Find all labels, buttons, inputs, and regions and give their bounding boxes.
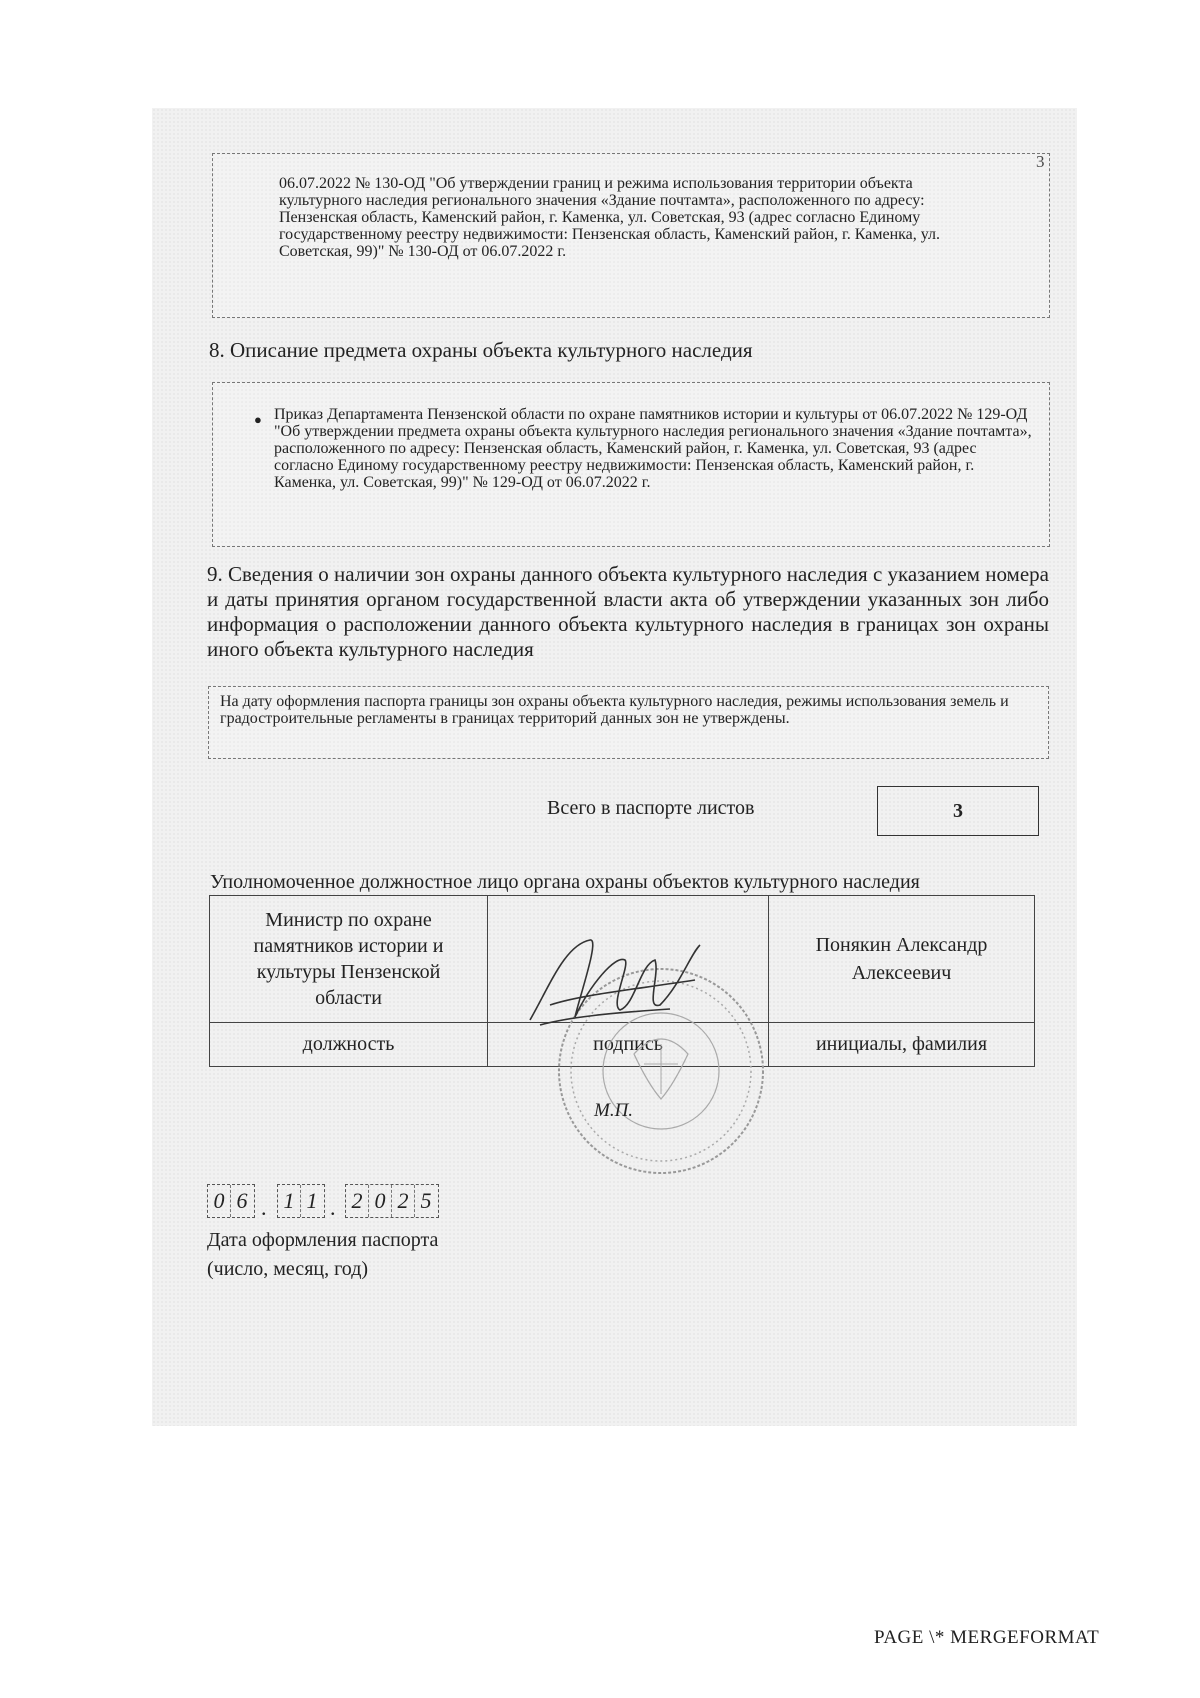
date-day-digit: 6 [236, 1188, 248, 1213]
section9-heading: 9. Сведения о наличии зон охраны данного объекта культурного наследия с указанием номера и даты принятия органом государственной власти акта об утверждении указанных зон либо информация о расположении данного объекта культурного наследия в границах зон охраны иного объекта культурного наследия [207, 562, 1049, 661]
date-separator: . [261, 1195, 267, 1220]
date-format-hint: (число, месяц, год) [207, 1258, 369, 1280]
total-sheets-value: 3 [877, 786, 1039, 836]
official-position: Министр по охране памятников истории и культуры Пензенской области [253, 909, 444, 1009]
date-label: Дата оформления паспорта [207, 1229, 439, 1251]
date-day-digit: 0 [208, 1185, 231, 1217]
caption-signature: подпись [488, 1023, 769, 1067]
date-month-field [277, 1184, 325, 1218]
date-year-digit: 5 [420, 1188, 432, 1213]
date-day-field [207, 1184, 255, 1218]
date-month-digit: 1 [306, 1188, 318, 1213]
official-name: Понякин Александр Алексеевич [815, 934, 988, 984]
section8-heading: 8. Описание предмета охраны объекта культурного наследия [209, 338, 753, 362]
section9-text: На дату оформления паспорта границы зон охраны объекта культурного наследия, режимы использования земель и градостроительные регламенты в границах территорий данных зон не утверждены. [220, 693, 1009, 727]
date-year-digit: 0 [369, 1185, 392, 1217]
date-separator: . [330, 1195, 336, 1220]
section7-text: 06.07.2022 № 130-ОД "Об утверждении границ и режима использования территории объекта культурного наследия регионального значения «Здание почтамта», расположенного по адресу: Пензенская область, Каменский район, г. Каменка, ул. Советская, 93 (адрес согласно Единому государственному реестру недвижимости: Пензенская область, Каменский район, г. Каменка, ул. Советская, 99)" № 130-ОД от 06.07.2022 г. [279, 175, 941, 260]
bullet-icon: ● [254, 412, 262, 427]
stamp-label: М.П. [594, 1100, 634, 1121]
caption-position: должность [210, 1023, 488, 1067]
page-footer: PAGE \* MERGEFORMAT [874, 1627, 1100, 1648]
caption-name: инициалы, фамилия [769, 1023, 1035, 1067]
position-cell [210, 896, 488, 1023]
date-year-digit: 2 [392, 1185, 415, 1217]
page-number: 3 [1036, 152, 1045, 171]
date-month-digit: 1 [278, 1185, 301, 1217]
total-sheets-label: Всего в паспорте листов [547, 797, 755, 819]
official-heading: Уполномоченное должностное лицо органа охраны объектов культурного наследия [210, 871, 920, 893]
date-year-field [345, 1184, 439, 1218]
section8-item: Приказ Департамента Пензенской области по охране памятников истории и культуры от 06.07.2022 № 129-ОД "Об утверждении предмета охраны объекта культурного наследия регионального значения «Здание почтамта», расположенного по адресу: Пензенская область, Каменский район, г. Каменка, ул. Советская, 93 (адрес согласно Единому государственному реестру недвижимости: Пензенская область, Каменский район, г. Каменка, ул. Советская, 99)" № 129-ОД от 06.07.2022 г. [274, 406, 1032, 491]
date-year-digit: 2 [346, 1185, 369, 1217]
signature-scribble [520, 925, 710, 1035]
name-cell [769, 896, 1035, 1023]
